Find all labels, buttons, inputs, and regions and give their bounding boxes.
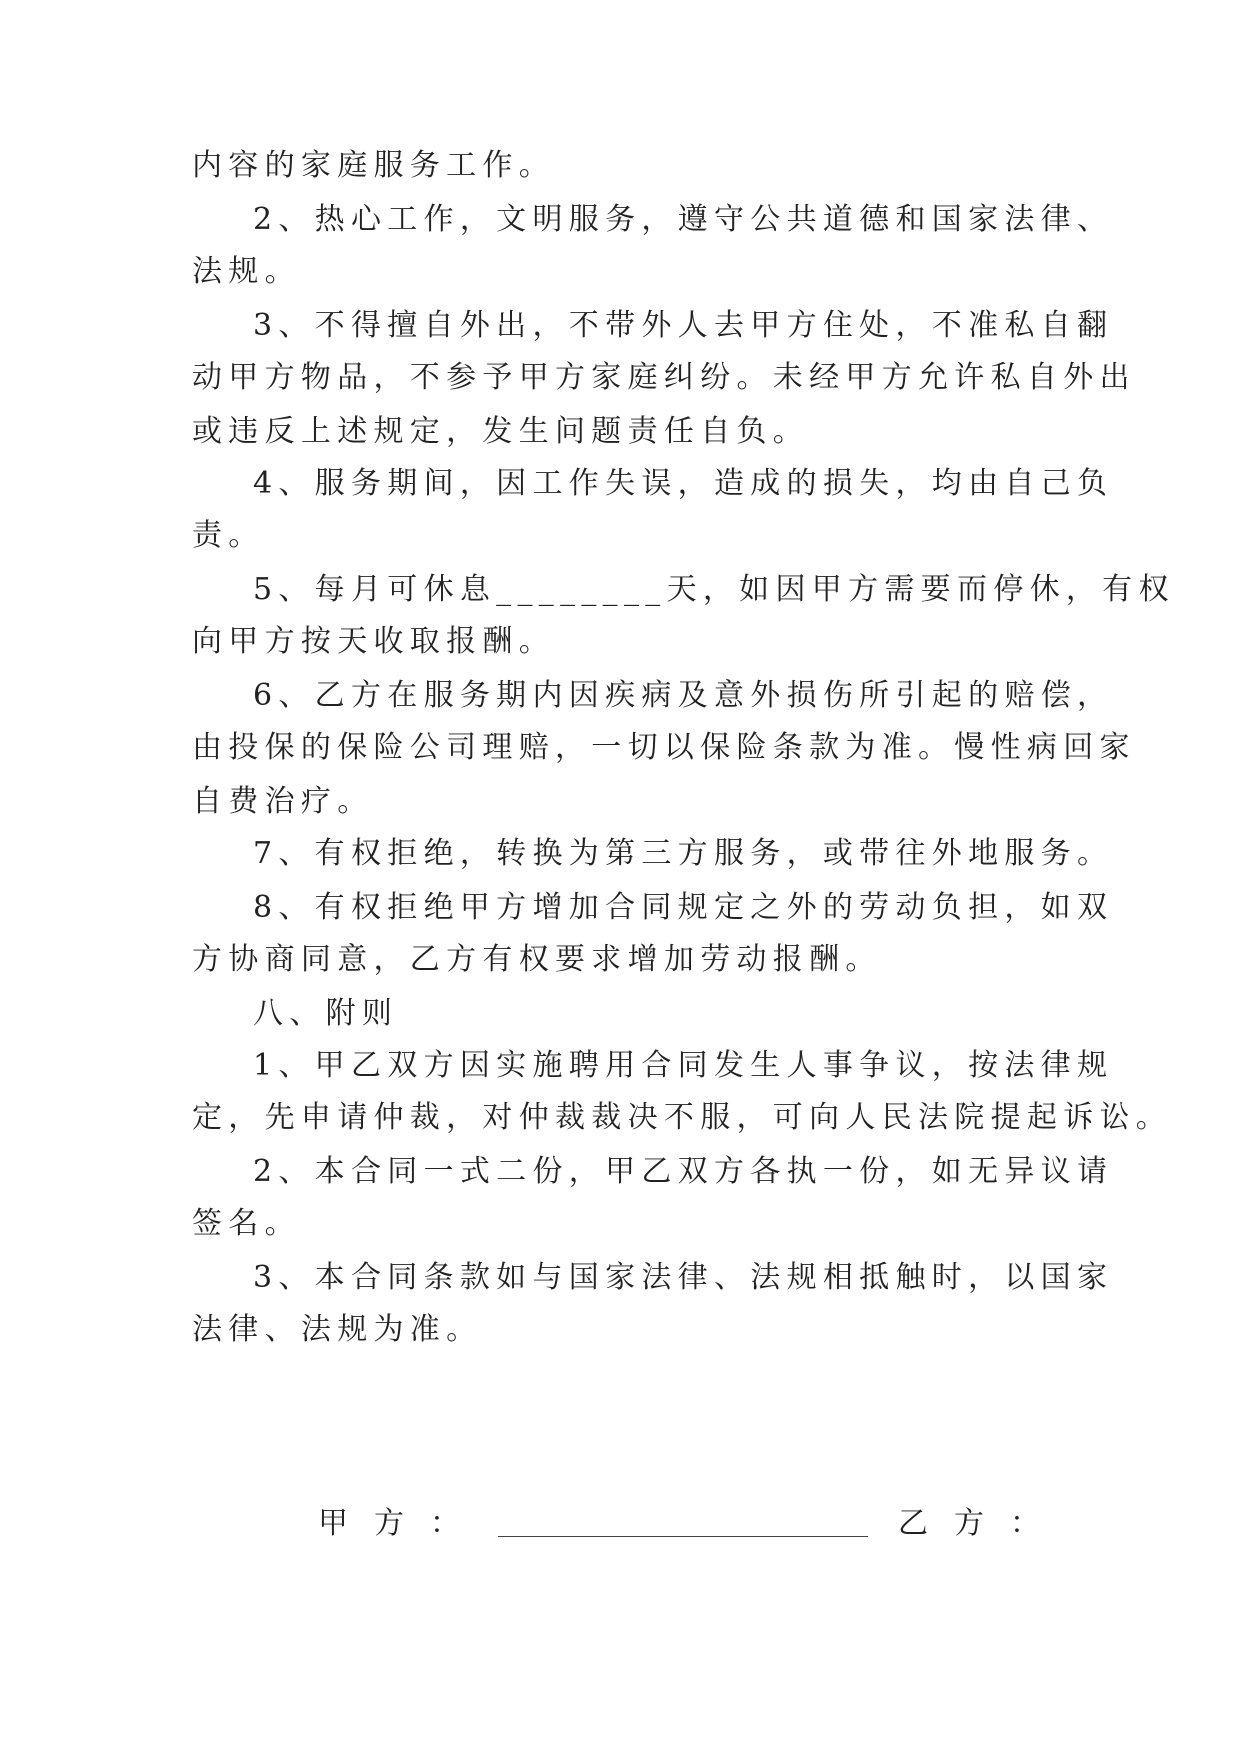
text-line: 4、服务期间，因工作失误，造成的损失，均由自己负 bbox=[253, 466, 1114, 501]
text-line: 由投保的保险公司理赔，一切以保险条款为准。慢性病回家 bbox=[192, 730, 1136, 765]
text-line: 3、不得擅自外出，不带外人去甲方住处，不准私自翻 bbox=[253, 308, 1114, 343]
text-line: 法规。 bbox=[192, 254, 301, 289]
text-line: 自费治疗。 bbox=[192, 784, 374, 819]
text-line: 向甲方按天收取报酬。 bbox=[192, 624, 555, 659]
text-line: 责。 bbox=[192, 518, 265, 553]
text-line: 2、热心工作，文明服务，遵守公共道德和国家法律、 bbox=[253, 202, 1114, 237]
text-line: 3、本合同条款如与国家法律、法规相抵触时，以国家 bbox=[253, 1260, 1114, 1295]
text-line: 动甲方物品，不参予甲方家庭纠纷。未经甲方允许私自外出 bbox=[192, 360, 1136, 395]
text-line: 8、有权拒绝甲方增加合同规定之外的劳动负担，如双 bbox=[253, 890, 1114, 925]
text-line: 定，先申请仲裁，对仲裁裁决不服，可向人民法院提起诉讼。 bbox=[192, 1100, 1173, 1135]
text-line: 1、甲乙双方因实施聘用合同发生人事争议，按法律规 bbox=[253, 1048, 1114, 1083]
signature-row bbox=[318, 1504, 1066, 1544]
party-a-signature-line bbox=[498, 1510, 868, 1537]
text-line: 或违反上述规定，发生问题责任自负。 bbox=[192, 414, 810, 449]
text-line: 7、有权拒绝，转换为第三方服务，或带往外地服务。 bbox=[253, 836, 1114, 871]
text-line: 内容的家庭服务工作。 bbox=[192, 148, 555, 183]
party-b-label: 乙方： bbox=[898, 1506, 1066, 1541]
section-heading: 八、附则 bbox=[253, 996, 399, 1031]
text-line: 6、乙方在服务期内因疾病及意外损伤所引起的赔偿， bbox=[253, 678, 1114, 713]
text-line: 法律、法规为准。 bbox=[192, 1312, 483, 1347]
text-line: 方协商同意，乙方有权要求增加劳动报酬。 bbox=[192, 942, 882, 977]
text-line: 签名。 bbox=[192, 1206, 301, 1241]
text-line: 2、本合同一式二份，甲乙双方各执一份，如无异议请 bbox=[253, 1154, 1114, 1189]
party-a-label: 甲方： bbox=[318, 1506, 486, 1541]
text-line: 5、每月可休息________天，如因甲方需要而停休，有权 bbox=[253, 572, 1175, 607]
